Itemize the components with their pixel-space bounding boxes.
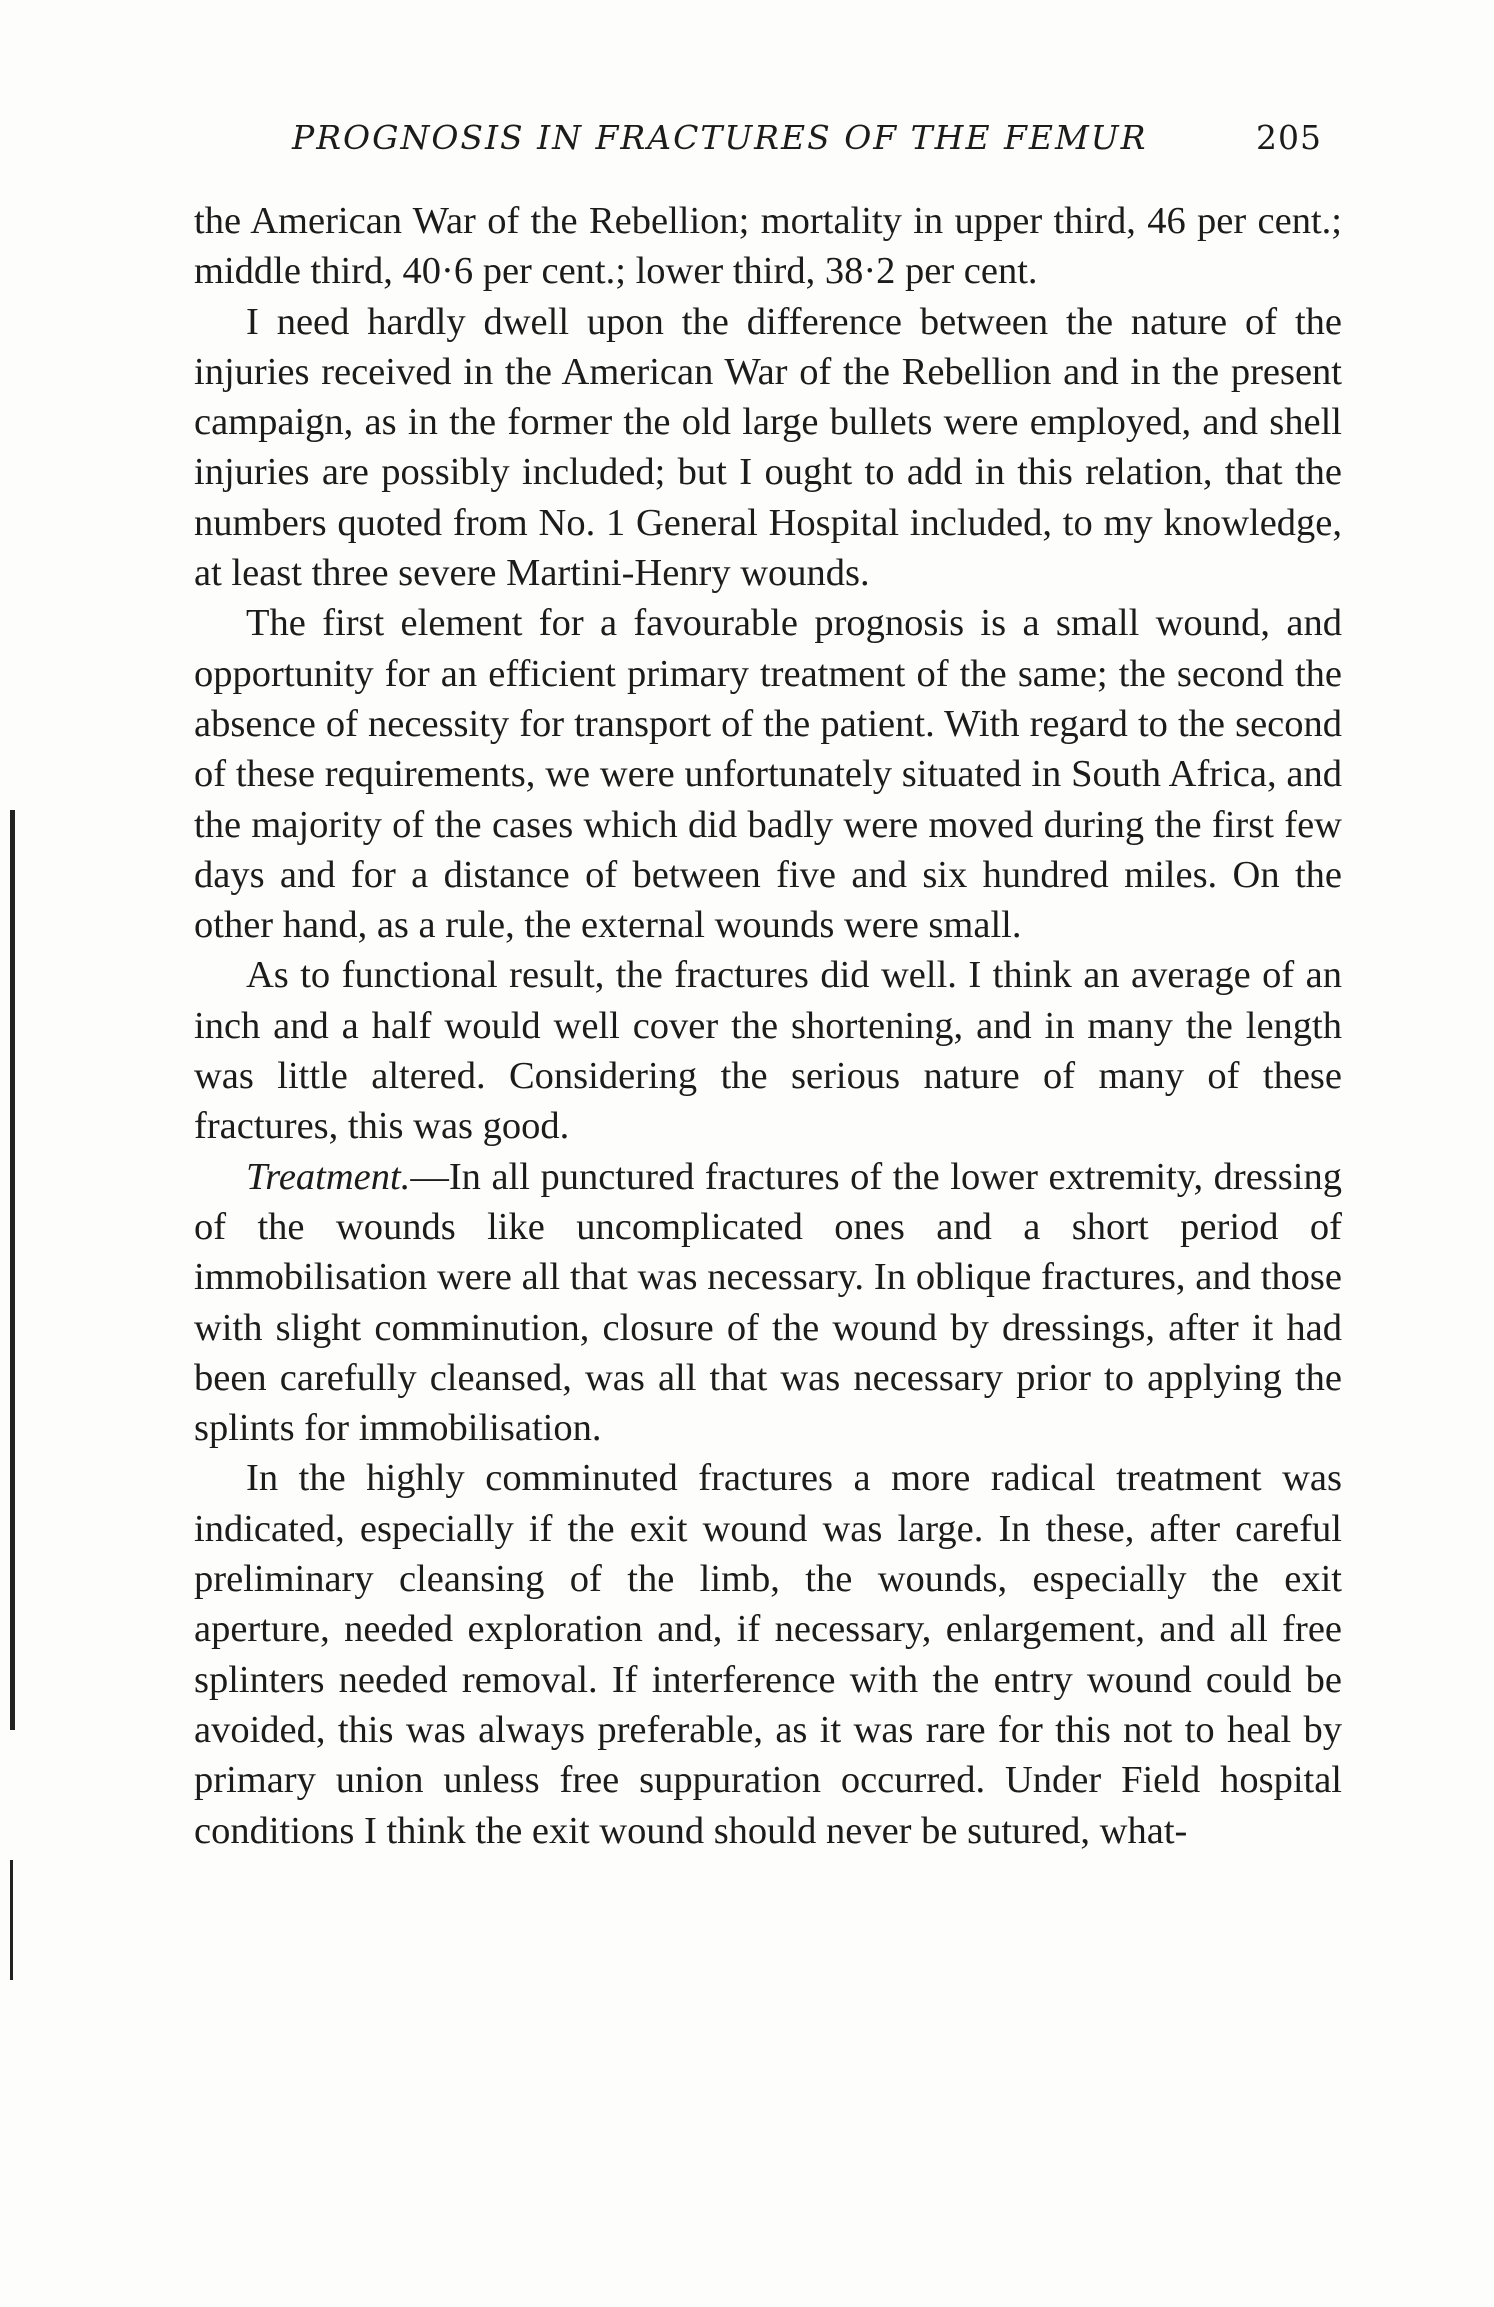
paragraph-text: The first element for a favourable prognosis is a small wound, and opportunity for an efficient primary treatment of the same; the second the absence of necessity for transport of the patient. With regard to the second of these requirements, we were unfortunately situated in South Africa, and the majority of the cases which did badly were moved during the first few days and for a distance of between five and six hundred miles. On the other hand, as a rule, the external wounds were small. xyxy=(194,602,1342,947)
paragraph-text: In the highly comminuted fractures a more radical treatment was indicated, especially if the exit wound was large. In these, after careful preliminary cleansing of the limb, the wounds, especially the exit aperture, needed exploration and, if necessary, enlargement, and all free splinters needed removal. If interference with the entry wound could be avoided, this was always preferable, as it was rare for this not to heal by primary union unless free suppuration occurred. Under Field hospital conditions I think the exit wound should never be sutured, what- xyxy=(194,1457,1342,1852)
paragraph xyxy=(194,950,1342,1151)
page-number: 205 xyxy=(1256,118,1322,157)
paragraph xyxy=(194,297,1342,599)
paragraph-text: the American War of the Rebellion; mortality in upper third, 46 per cent.; middle third, 40·6 per cent.; lower third, 38·2 per cent. xyxy=(194,200,1342,293)
paragraph-text: As to functional result, the fractures did well. I think an average of an inch and a half would well cover the shortening, and in many the length was little altered. Considering the serious nature of many of these fractures, this was good. xyxy=(194,954,1342,1148)
page-header xyxy=(292,118,1322,168)
section-heading: Treatment. xyxy=(246,1155,411,1198)
paragraph xyxy=(194,1152,1342,1454)
binding-edge-mark xyxy=(10,1860,13,1980)
paragraph-text: I need hardly dwell upon the difference between the nature of the injuries received in the American War of the Rebellion and in the present campaign, as in the former the old large bullets were employed, and shell injuries are possibly included; but I ought to add in this relation, that the numbers quoted from No. 1 General Hospital included, to my knowledge, at least three severe Martini-Henry wounds. xyxy=(194,300,1342,595)
paragraph xyxy=(194,1453,1342,1855)
body-text xyxy=(194,196,1342,1856)
paragraph-text: —In all punctured fractures of the lower extremity, dressing of the wounds like uncomplicated ones and a short period of immobilisation were all that was necessary. In oblique fractures, and those with slight comminution, closure of the wound by dressings, after it had been carefully cleansed, was all that was necessary prior to applying the splints for immobilisation. xyxy=(194,1155,1342,1450)
paragraph xyxy=(194,196,1342,297)
paragraph xyxy=(194,598,1342,950)
binding-edge-mark xyxy=(10,810,15,1730)
running-title: PROGNOSIS IN FRACTURES OF THE FEMUR xyxy=(292,118,1148,157)
